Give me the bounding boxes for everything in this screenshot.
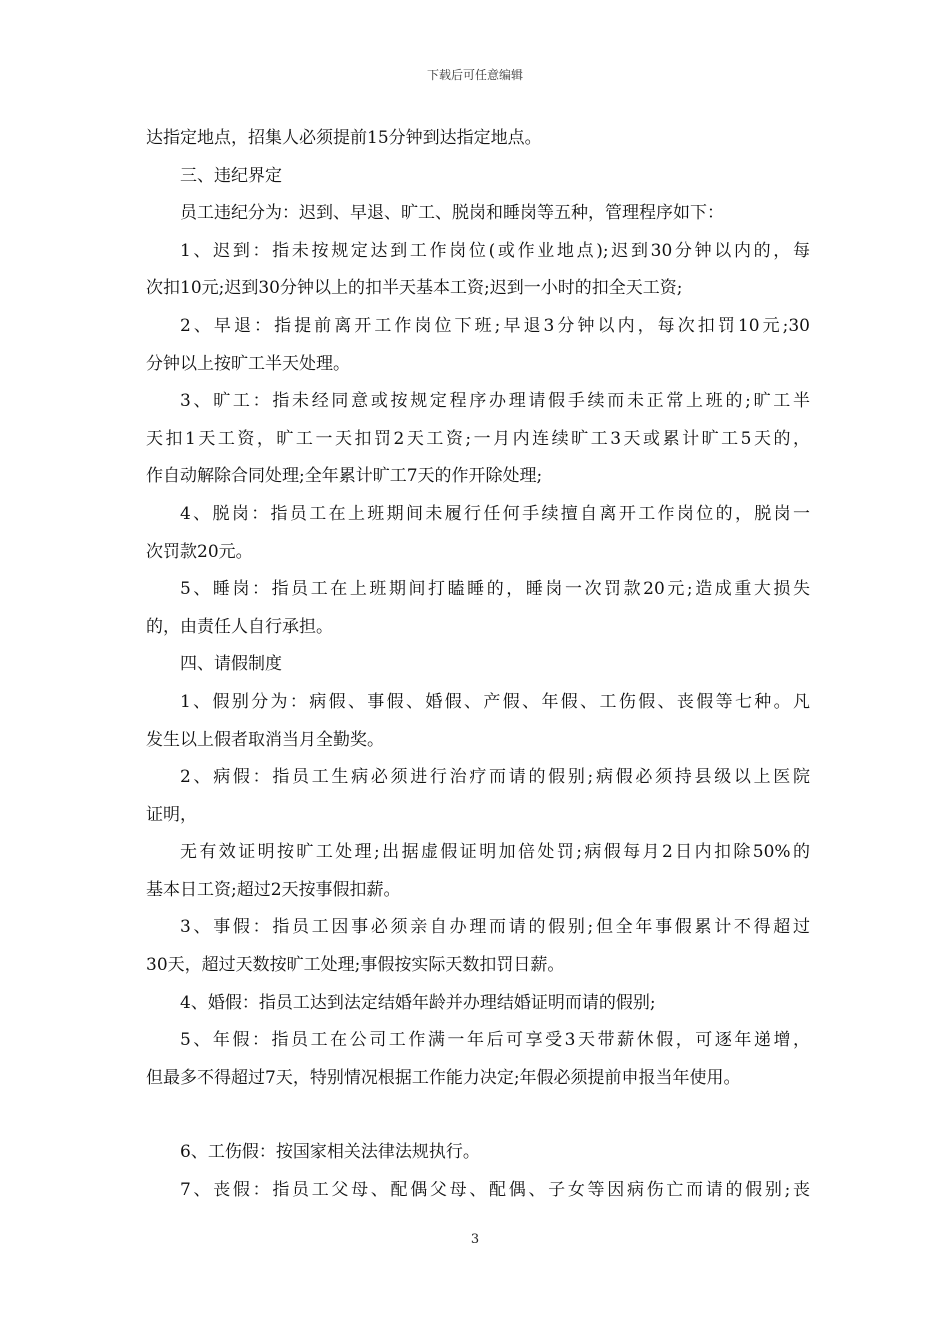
text-line: 2、病假：指员工生病必须进行治疗而请的假别;病假必须持县级以上医院 bbox=[180, 767, 810, 788]
text-line: 天扣1天工资，旷工一天扣罚2天工资;一月内连续旷工3天或累计旷工5天的， bbox=[146, 428, 810, 449]
text-line: 分钟以上按旷工半天处理。 bbox=[146, 353, 350, 374]
text-line: 次扣10元;迟到30分钟以上的扣半天基本工资;迟到一小时的扣全天工资; bbox=[146, 278, 683, 299]
text-line: 员工违纪分为：迟到、早退、旷工、脱岗和睡岗等五种，管理程序如下： bbox=[180, 203, 724, 224]
document-body bbox=[146, 120, 810, 1210]
text-line: 次罚款20元。 bbox=[146, 541, 253, 562]
text-line: 作自动解除合同处理;全年累计旷工7天的作开除处理; bbox=[146, 466, 543, 487]
text-line: 1、假别分为：病假、事假、婚假、产假、年假、工伤假、丧假等七种。凡 bbox=[180, 691, 810, 712]
section-heading: 三、违纪界定 bbox=[180, 165, 282, 186]
text-line: 3、事假：指员工因事必须亲自办理而请的假别;但全年事假累计不得超过 bbox=[180, 917, 810, 938]
text-line: 3、旷工：指未经同意或按规定程序办理请假手续而未正常上班的;旷工半 bbox=[180, 391, 810, 412]
text-line: 基本日工资;超过2天按事假扣薪。 bbox=[146, 879, 401, 900]
text-line: 达指定地点，招集人必须提前15分钟到达指定地点。 bbox=[146, 128, 542, 148]
blank-line bbox=[146, 1097, 810, 1134]
text-line: 2、早退：指提前离开工作岗位下班;早退3分钟以内，每次扣罚10元;30 bbox=[180, 315, 810, 336]
text-line: 6、工伤假：按国家相关法律法规执行。 bbox=[180, 1142, 480, 1163]
text-line: 无有效证明按旷工处理;出据虚假证明加倍处罚;病假每月2日内扣除50%的 bbox=[180, 842, 810, 863]
text-line: 证明， bbox=[146, 804, 197, 825]
text-line: 5、年假：指员工在公司工作满一年后可享受3天带薪休假，可逐年递增， bbox=[180, 1030, 810, 1051]
text-line: 4、脱岗：指员工在上班期间未履行任何手续擅自离开工作岗位的，脱岗一 bbox=[180, 503, 810, 524]
text-line: 发生以上假者取消当月全勤奖。 bbox=[146, 729, 384, 750]
text-line: 30天，超过天数按旷工处理;事假按实际天数扣罚日薪。 bbox=[146, 955, 565, 976]
page-number: 3 bbox=[470, 1232, 480, 1247]
text-line: 1、迟到：指未按规定达到工作岗位(或作业地点);迟到30分钟以内的，每 bbox=[180, 240, 810, 261]
text-line: 5、睡岗：指员工在上班期间打瞌睡的，睡岗一次罚款20元;造成重大损失 bbox=[180, 579, 810, 600]
text-line: 7、丧假：指员工父母、配偶父母、配偶、子女等因病伤亡而请的假别;丧 bbox=[180, 1180, 810, 1201]
section-heading: 四、请假制度 bbox=[180, 654, 282, 675]
page-header: 下载后可任意编辑 bbox=[426, 68, 523, 82]
text-line: 的，由责任人自行承担。 bbox=[146, 616, 333, 637]
text-line: 但最多不得超过7天，特别情况根据工作能力决定;年假必须提前申报当年使用。 bbox=[146, 1067, 741, 1088]
text-line: 4、婚假：指员工达到法定结婚年龄并办理结婚证明而请的假别; bbox=[180, 992, 656, 1013]
